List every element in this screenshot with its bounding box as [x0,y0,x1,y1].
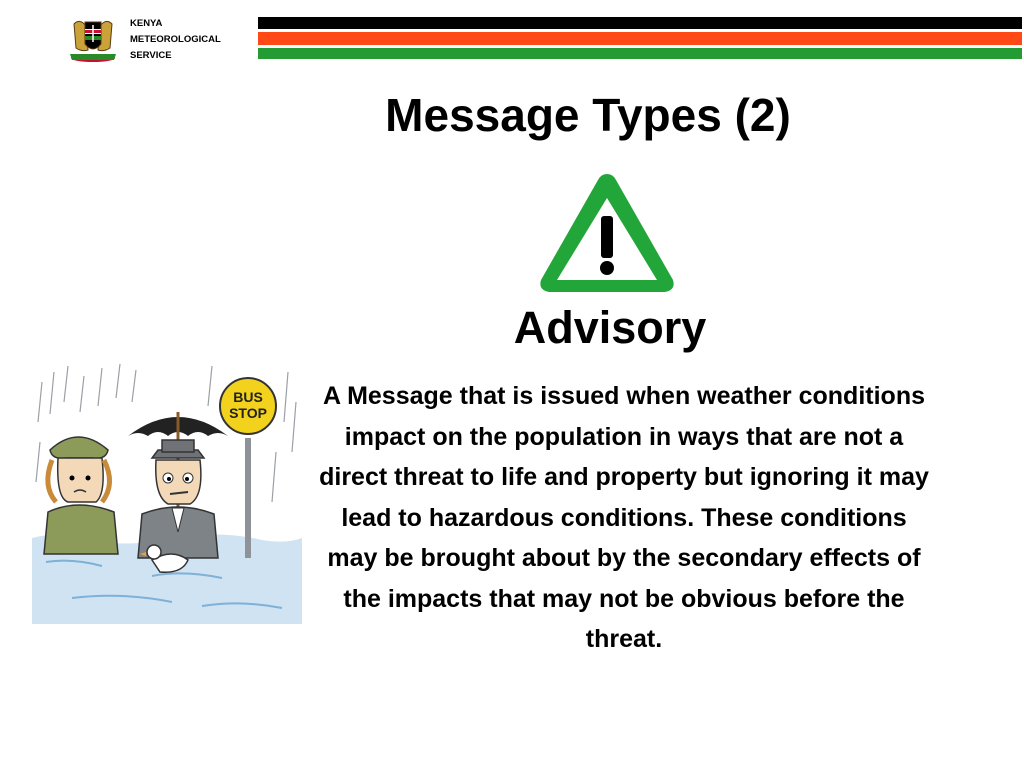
org-name-line: KENYA [130,18,163,29]
warning-triangle-icon [537,168,677,296]
org-name-line: SERVICE [130,50,172,61]
red-stripe [258,32,1022,45]
org-name-line: METEOROLOGICAL [130,34,221,45]
bus-stop-sign-text: BUS [233,389,263,405]
message-type-heading: Advisory [513,302,707,353]
black-stripe [258,17,1022,29]
slide-title: Message Types (2) [385,89,791,141]
advisory-description: A Message that is issued when weather conditions impact on the population in ways that are not a direct threat to life and property but ignoring it may lead to hazardous conditions. These conditions may be brought about by the secondary effects of the impacts that may not be obvious before the threat. [319,382,929,653]
flood-bus-stop-cartoon-icon [32,362,302,624]
coat-of-arms-logo-icon [66,12,120,64]
org-name [130,16,221,64]
bus-stop-sign-text: STOP [229,405,267,421]
flag-stripe-banner [258,17,1022,59]
green-stripe [258,48,1022,59]
